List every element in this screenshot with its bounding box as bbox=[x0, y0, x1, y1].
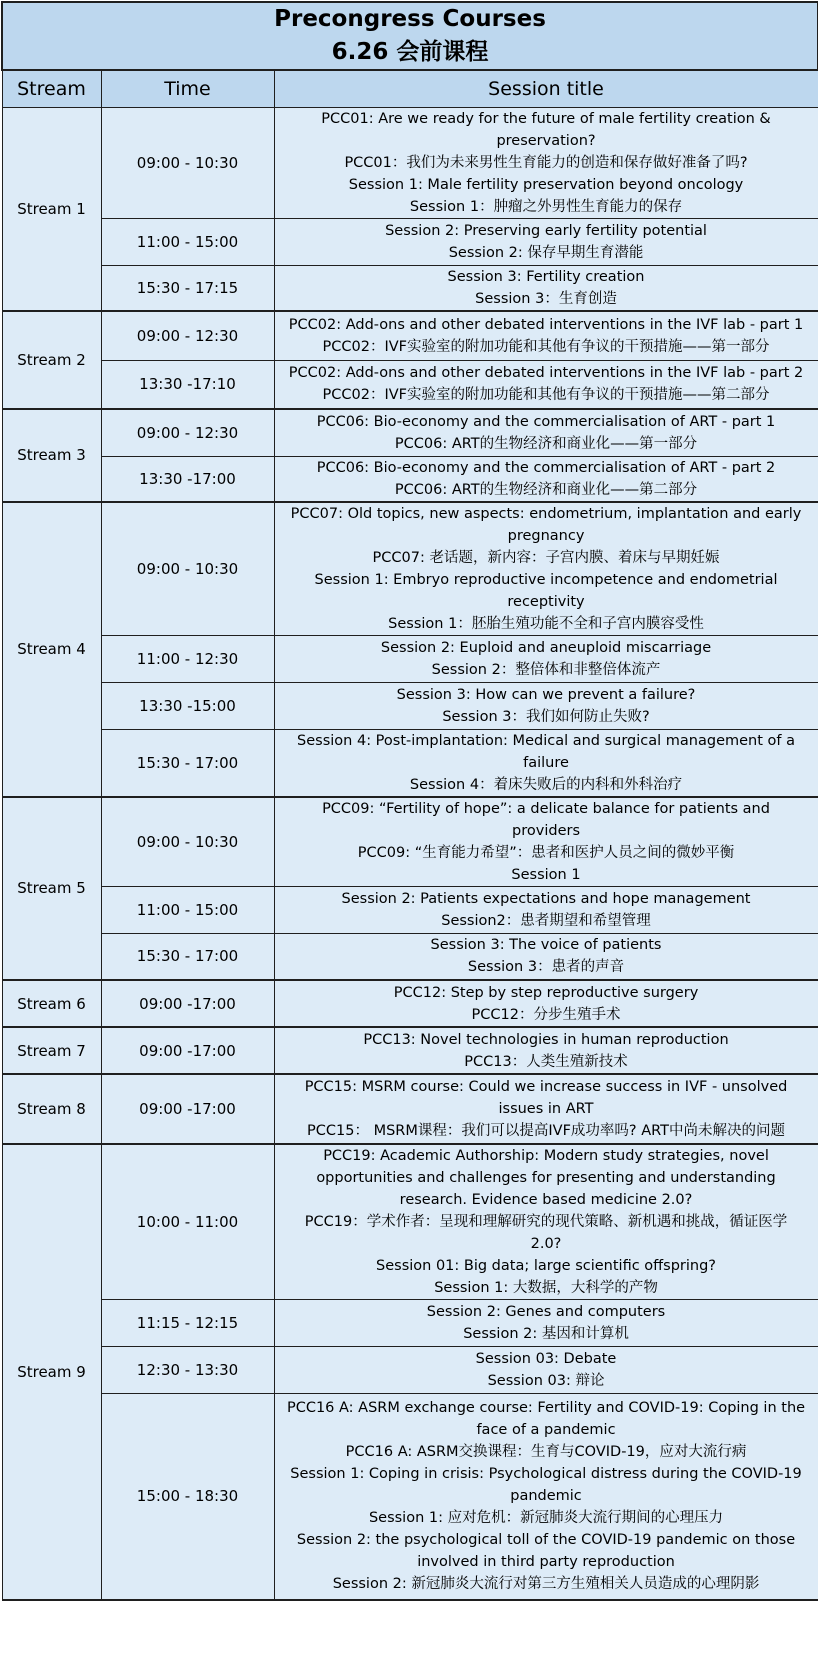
stream-name: Stream 8 bbox=[2, 1074, 101, 1144]
session-title-line: Session 3：生育创造 bbox=[475, 291, 617, 307]
session-title-line: PCC06: ART的生物经济和商业化——第一部分 bbox=[394, 435, 698, 452]
session-title-line: Session 2: the psychological toll of the COVID-19 pandemic on those bbox=[296, 1532, 796, 1549]
session-time: 15:30 - 17:00 bbox=[101, 729, 274, 797]
session-time: 11:00 - 15:00 bbox=[101, 886, 274, 933]
session-time: 11:15 - 12:15 bbox=[101, 1300, 274, 1347]
session-title-line: Session 2: Genes and computers bbox=[426, 1304, 666, 1320]
session-title-line: PCC09: “生育能力希望”：患者和医护人员之间的微妙平衡 bbox=[357, 844, 735, 861]
session-title-line: involved in third party reproduction bbox=[417, 1554, 675, 1571]
session-title bbox=[274, 502, 818, 636]
session-title-line: providers bbox=[512, 822, 580, 839]
stream-name: Stream 4 bbox=[2, 502, 101, 797]
schedule-row bbox=[2, 360, 818, 409]
session-title-line: Session 1：肿瘤之外男性生育能力的保存 bbox=[409, 199, 683, 215]
session-time: 11:00 - 15:00 bbox=[101, 219, 274, 266]
session-title bbox=[274, 933, 818, 980]
session-title-line: Session 1: 大数据，大科学的产物 bbox=[434, 1280, 658, 1296]
session-title bbox=[274, 980, 818, 1027]
session-title-line: Session 03: Debate bbox=[475, 1351, 617, 1367]
session-title bbox=[274, 456, 818, 502]
schedule-row bbox=[2, 729, 818, 797]
session-title bbox=[274, 1027, 818, 1074]
session-title-line: Session 1: Male fertility preservation beyond oncology bbox=[348, 177, 744, 193]
session-title-line: Session 2: Patients expectations and hope management bbox=[341, 890, 751, 907]
session-title-line: Session 03: 辩论 bbox=[487, 1373, 605, 1389]
session-title-line: Session 2: Preserving early fertility potential bbox=[385, 223, 707, 239]
schedule-body bbox=[2, 108, 818, 1600]
schedule-row bbox=[2, 886, 818, 933]
session-title-line: research. Evidence based medicine 2.0? bbox=[399, 1192, 693, 1208]
session-title-line: receptivity bbox=[507, 593, 585, 610]
session-title-line: Session 1：胚胎生殖功能不全和子宫内膜容受性 bbox=[388, 615, 704, 632]
session-title-line: PCC13：人类生殖新技术 bbox=[464, 1053, 628, 1070]
schedule-row bbox=[2, 108, 818, 219]
session-title-line: Session 3：患者的声音 bbox=[467, 959, 625, 976]
session-title-line: PCC02: Add-ons and other debated interventions in the IVF lab - part 1 bbox=[288, 316, 804, 333]
session-title bbox=[274, 1347, 818, 1394]
session-title-line: Session 2: Euploid and aneuploid miscarriage bbox=[380, 639, 712, 656]
session-title bbox=[274, 1394, 818, 1600]
schedule-row bbox=[2, 797, 818, 887]
schedule-row bbox=[2, 1144, 818, 1300]
session-title-line: opportunities and challenges for presenting and understanding bbox=[316, 1170, 776, 1186]
session-time: 15:30 - 17:15 bbox=[101, 266, 274, 312]
session-title-line: PCC06: Bio-economy and the commercialisation of ART - part 2 bbox=[316, 459, 776, 476]
schedule-row bbox=[2, 682, 818, 729]
session-title-line: PCC12: Step by step reproductive surgery bbox=[393, 984, 699, 1001]
header-stream: Stream bbox=[2, 70, 101, 108]
session-time: 09:00 - 10:30 bbox=[101, 797, 274, 887]
stream-name: Stream 9 bbox=[2, 1144, 101, 1600]
stream-name: Stream 2 bbox=[2, 311, 101, 409]
session-time: 10:00 - 11:00 bbox=[101, 1144, 274, 1300]
session-time: 09:00 - 12:30 bbox=[101, 311, 274, 360]
session-title-line: PCC16 A: ASRM exchange course: Fertility and COVID-19: Coping in the bbox=[286, 1400, 806, 1417]
session-time: 09:00 -17:00 bbox=[101, 1074, 274, 1144]
schedule-row bbox=[2, 456, 818, 502]
session-title-line: Session 1: Coping in crisis: Psychological distress during the COVID-19 bbox=[290, 1466, 802, 1483]
session-time: 09:00 - 10:30 bbox=[101, 108, 274, 219]
schedule-row bbox=[2, 980, 818, 1027]
session-title-line: PCC07: Old topics, new aspects: endometrium, implantation and early bbox=[290, 505, 802, 522]
session-time: 09:00 - 10:30 bbox=[101, 502, 274, 636]
header-session-title: Session title bbox=[274, 70, 818, 108]
session-title-line: Session 2: 新冠肺炎大流行对第三方生殖相关人员造成的心理阴影 bbox=[332, 1576, 760, 1593]
session-title-line: Session 4：着床失败后的内科和外科治疗 bbox=[409, 776, 683, 793]
schedule-sheet bbox=[1, 1, 817, 1601]
session-title-line: PCC01: Are we ready for the future of male fertility creation & bbox=[321, 111, 771, 127]
session-title-line: PCC19: Academic Authorship: Modern study strategies, novel bbox=[323, 1148, 769, 1164]
schedule-row bbox=[2, 635, 818, 682]
session-title bbox=[274, 1300, 818, 1347]
session-title bbox=[274, 108, 818, 219]
session-title-line: Session2：患者期望和希望管理 bbox=[441, 912, 651, 929]
session-title-line: PCC06: Bio-economy and the commercialisation of ART - part 1 bbox=[316, 413, 776, 430]
session-title bbox=[274, 682, 818, 729]
schedule-row bbox=[2, 1394, 818, 1600]
schedule-row bbox=[2, 409, 818, 456]
session-title-line: Session 3: The voice of patients bbox=[430, 937, 662, 954]
schedule-row bbox=[2, 502, 818, 636]
session-title-line: Session 1: Embryo reproductive incompetence and endometrial bbox=[314, 571, 778, 588]
session-title bbox=[274, 266, 818, 312]
session-title-line: Session 01: Big data; large scientific offspring? bbox=[376, 1258, 716, 1274]
session-time: 11:00 - 12:30 bbox=[101, 635, 274, 682]
schedule-row bbox=[2, 1074, 818, 1144]
session-title-line: 2.0? bbox=[530, 1236, 562, 1252]
session-title bbox=[274, 360, 818, 409]
table-title bbox=[2, 2, 818, 70]
schedule-row bbox=[2, 219, 818, 266]
session-title-line: PCC06: ART的生物经济和商业化——第二部分 bbox=[394, 481, 698, 498]
session-title bbox=[274, 886, 818, 933]
session-title-line: Session 1 bbox=[511, 866, 581, 883]
session-title bbox=[274, 1074, 818, 1144]
session-title-line: PCC19：学术作者：呈现和理解研究的现代策略、新机遇和挑战，循证医学 bbox=[304, 1214, 788, 1230]
session-title-line: preservation? bbox=[496, 133, 596, 149]
session-title-line: PCC01：我们为未来男性生育能力的创造和保存做好准备了吗? bbox=[344, 155, 748, 171]
session-title-line: Session 3: Fertility creation bbox=[447, 269, 645, 285]
precongress-schedule-table bbox=[1, 1, 818, 1601]
schedule-row bbox=[2, 1027, 818, 1074]
session-time: 13:30 -17:00 bbox=[101, 456, 274, 502]
session-title bbox=[274, 219, 818, 266]
session-title-line: Session 1: 应对危机：新冠肺炎大流行期间的心理压力 bbox=[368, 1510, 724, 1527]
header-time: Time bbox=[101, 70, 274, 108]
schedule-row bbox=[2, 933, 818, 980]
session-title-line: PCC09: “Fertility of hope”: a delicate balance for patients and bbox=[322, 800, 770, 817]
stream-name: Stream 1 bbox=[2, 108, 101, 312]
session-title-line: PCC13: Novel technologies in human reproduction bbox=[363, 1031, 729, 1048]
session-title bbox=[274, 635, 818, 682]
schedule-row bbox=[2, 1347, 818, 1394]
session-time: 13:30 -17:10 bbox=[101, 360, 274, 409]
title-line-english: Precongress Courses bbox=[274, 6, 546, 32]
session-title-line: PCC02：IVF实验室的附加功能和其他有争议的干预措施——第二部分 bbox=[322, 387, 770, 404]
session-title-line: Session 3：我们如何防止失败? bbox=[442, 708, 650, 725]
session-title-line: PCC15: MSRM course: Could we increase success in IVF - unsolved bbox=[304, 1079, 788, 1095]
session-title bbox=[274, 729, 818, 797]
session-title bbox=[274, 1144, 818, 1300]
session-title bbox=[274, 797, 818, 887]
session-title-line: failure bbox=[523, 754, 569, 771]
session-title-line: face of a pandemic bbox=[476, 1422, 616, 1439]
session-title-line: PCC16 A: ASRM交换课程：生育与COVID-19，应对大流行病 bbox=[345, 1444, 747, 1461]
session-title-line: pregnancy bbox=[507, 527, 585, 544]
session-title-line: PCC02: Add-ons and other debated interventions in the IVF lab - part 2 bbox=[288, 365, 804, 382]
stream-name: Stream 7 bbox=[2, 1027, 101, 1074]
title-line-chinese: 6.26 会前课程 bbox=[331, 39, 489, 65]
session-title-line: Session 2: 保存早期生育潜能 bbox=[448, 245, 644, 261]
session-title bbox=[274, 409, 818, 456]
session-title-line: PCC07: 老话题，新内容：子宫内膜、着床与早期妊娠 bbox=[372, 549, 720, 566]
session-title bbox=[274, 311, 818, 360]
session-title-line: issues in ART bbox=[498, 1101, 594, 1117]
session-time: 15:00 - 18:30 bbox=[101, 1394, 274, 1600]
schedule-row bbox=[2, 1300, 818, 1347]
stream-name: Stream 3 bbox=[2, 409, 101, 502]
session-time: 09:00 - 12:30 bbox=[101, 409, 274, 456]
session-title-line: Session 2: 基因和计算机 bbox=[463, 1326, 629, 1342]
session-time: 13:30 -15:00 bbox=[101, 682, 274, 729]
session-time: 09:00 -17:00 bbox=[101, 1027, 274, 1074]
session-title-line: PCC12：分步生殖手术 bbox=[471, 1006, 621, 1023]
session-time: 09:00 -17:00 bbox=[101, 980, 274, 1027]
session-title-line: Session 2：整倍体和非整倍体流产 bbox=[431, 661, 661, 678]
session-time: 15:30 - 17:00 bbox=[101, 933, 274, 980]
session-title-line: PCC02：IVF实验室的附加功能和其他有争议的干预措施——第一部分 bbox=[322, 338, 770, 355]
schedule-row bbox=[2, 311, 818, 360]
session-title-line: Session 4: Post-implantation: Medical and surgical management of a bbox=[297, 732, 795, 749]
stream-name: Stream 6 bbox=[2, 980, 101, 1027]
session-title-line: pandemic bbox=[510, 1488, 582, 1505]
session-time: 12:30 - 13:30 bbox=[101, 1347, 274, 1394]
session-title-line: Session 3: How can we prevent a failure? bbox=[396, 686, 696, 703]
schedule-row bbox=[2, 266, 818, 312]
stream-name: Stream 5 bbox=[2, 797, 101, 981]
session-title-line: PCC15： MSRM课程：我们可以提高IVF成功率吗? ART中尚未解决的问题 bbox=[307, 1123, 786, 1139]
